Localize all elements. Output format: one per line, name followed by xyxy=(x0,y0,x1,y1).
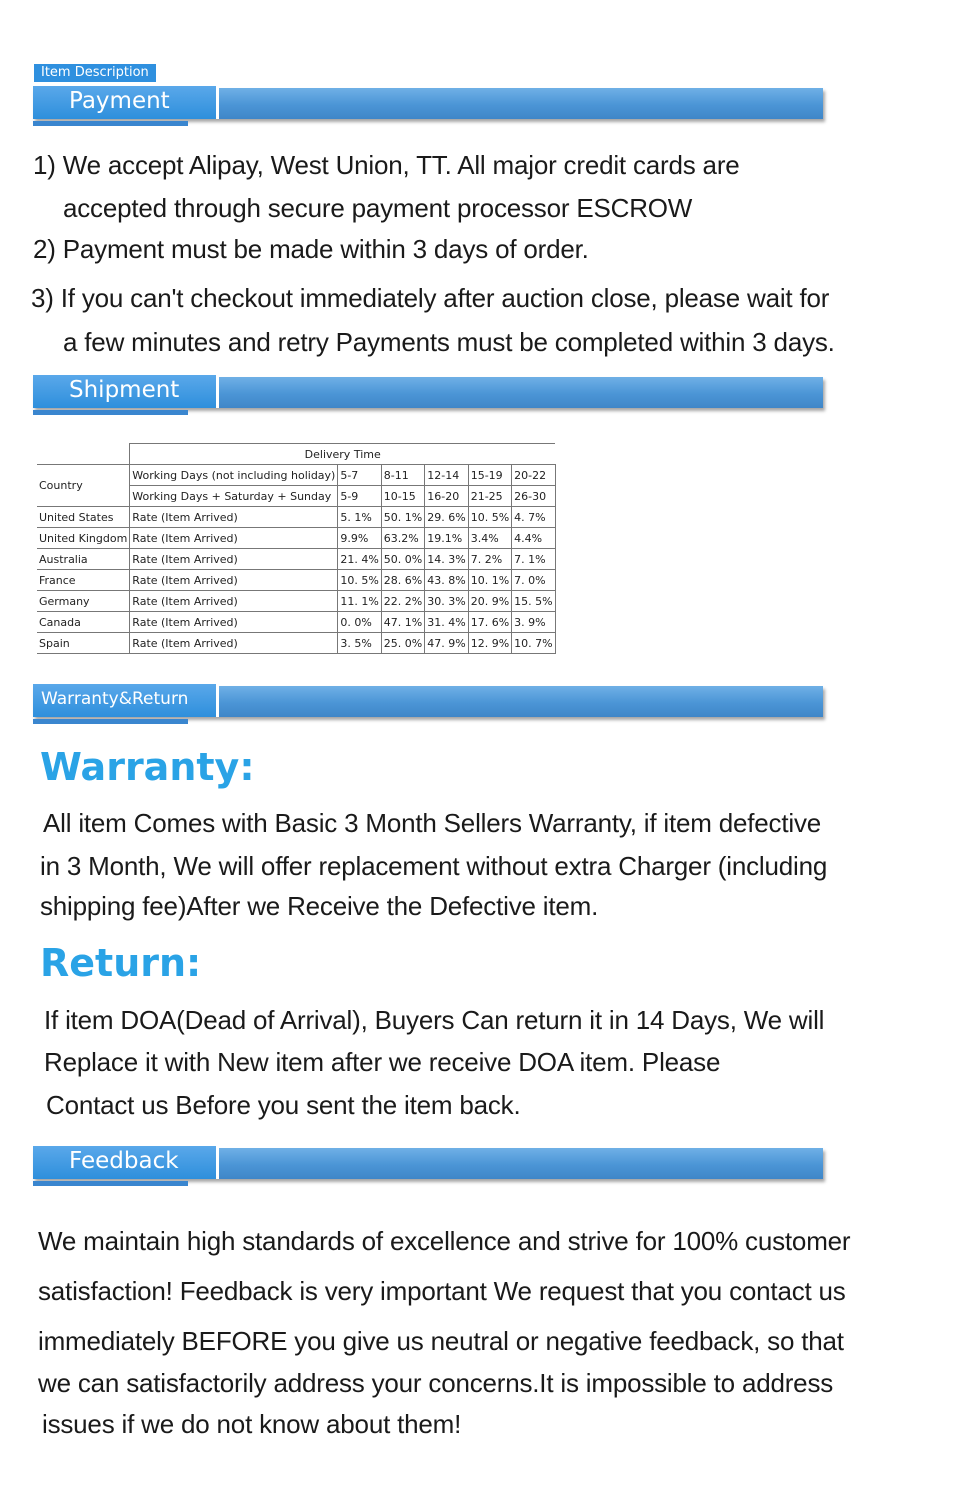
table-cell: 22. 2% xyxy=(381,591,424,612)
feedback-section-header xyxy=(33,1146,825,1186)
table-cell: 10-15 xyxy=(381,486,424,507)
country-cell: Germany xyxy=(37,591,130,612)
header-underline xyxy=(33,410,188,415)
working-days-label: Working Days (not including holiday) xyxy=(130,465,338,486)
delivery-time-header: Delivery Time xyxy=(130,444,555,465)
header-underline xyxy=(33,719,188,724)
payment-section-header xyxy=(33,86,825,126)
table-cell: 12. 9% xyxy=(468,633,511,654)
payment-line-5: a few minutes and retry Payments must be completed within 3 days. xyxy=(63,327,835,357)
table-cell: 12-14 xyxy=(425,465,468,486)
header-underline xyxy=(33,1181,188,1186)
table-cell: 43. 8% xyxy=(425,570,468,591)
table-cell: 47. 1% xyxy=(381,612,424,633)
table-cell: 17. 6% xyxy=(468,612,511,633)
return-line-3: Contact us Before you sent the item back. xyxy=(46,1090,521,1120)
header-underline xyxy=(33,121,188,126)
return-line-1: If item DOA(Dead of Arrival), Buyers Can return it in 14 Days, We will xyxy=(44,1005,825,1035)
country-cell: Spain xyxy=(37,633,130,654)
table-cell: 29. 6% xyxy=(425,507,468,528)
table-row xyxy=(37,507,555,528)
feedback-line-3: immediately BEFORE you give us neutral or negative feedback, so that xyxy=(38,1326,844,1356)
country-header: Country xyxy=(37,465,130,507)
warranty-line-2: in 3 Month, We will offer replacement without extra Charger (including xyxy=(40,851,828,881)
feedback-line-2: satisfaction! Feedback is very important We request that you contact us xyxy=(38,1276,846,1306)
table-header-row xyxy=(37,444,555,465)
table-cell: 4.4% xyxy=(512,528,555,549)
table-cell: 7. 0% xyxy=(512,570,555,591)
table-row xyxy=(37,549,555,570)
table-cell: 50. 0% xyxy=(381,549,424,570)
payment-line-4: 3) If you can't checkout immediately after auction close, please wait for xyxy=(31,283,830,313)
table-cell: 10. 1% xyxy=(468,570,511,591)
table-row xyxy=(37,570,555,591)
country-cell: United Kingdom xyxy=(37,528,130,549)
country-cell: Australia xyxy=(37,549,130,570)
table-row xyxy=(37,633,555,654)
payment-header-label: Payment xyxy=(33,86,219,119)
table-cell: 15-19 xyxy=(468,465,511,486)
table-cell: 7. 1% xyxy=(512,549,555,570)
payment-line-1: 1) We accept Alipay, West Union, TT. All major credit cards are xyxy=(33,150,740,180)
table-cell: 63.2% xyxy=(381,528,424,549)
table-cell: 8-11 xyxy=(381,465,424,486)
table-row xyxy=(37,528,555,549)
rate-label: Rate (Item Arrived) xyxy=(130,612,338,633)
rate-label: Rate (Item Arrived) xyxy=(130,528,338,549)
table-cell: 5-7 xyxy=(338,465,381,486)
table-cell: 47. 9% xyxy=(425,633,468,654)
warranty-title: Warranty: xyxy=(40,745,255,789)
rate-label: Rate (Item Arrived) xyxy=(130,591,338,612)
rate-label: Rate (Item Arrived) xyxy=(130,570,338,591)
table-cell: 21-25 xyxy=(468,486,511,507)
table-cell: 20-22 xyxy=(512,465,555,486)
table-cell: 10. 5% xyxy=(338,570,381,591)
table-cell: 25. 0% xyxy=(381,633,424,654)
warranty-line-3: shipping fee)After we Receive the Defective item. xyxy=(40,891,599,921)
feedback-line-5: issues if we do not know about them! xyxy=(42,1409,462,1439)
return-line-2: Replace it with New item after we receive DOA item. Please xyxy=(44,1047,721,1077)
payment-line-3: 2) Payment must be made within 3 days of order. xyxy=(33,234,589,264)
country-cell: United States xyxy=(37,507,130,528)
return-title: Return: xyxy=(40,941,202,985)
country-cell: France xyxy=(37,570,130,591)
table-cell: 3. 5% xyxy=(338,633,381,654)
warranty-line-1: All item Comes with Basic 3 Month Sellers Warranty, if item defective xyxy=(43,808,822,838)
table-cell: 15. 5% xyxy=(512,591,555,612)
warranty-header-label: Warranty&Return xyxy=(33,684,219,717)
item-description-badge: Item Description xyxy=(33,63,157,83)
table-cell: 9.9% xyxy=(338,528,381,549)
rate-label: Rate (Item Arrived) xyxy=(130,549,338,570)
table-row xyxy=(37,591,555,612)
table-cell: 30. 3% xyxy=(425,591,468,612)
table-cell: 4. 7% xyxy=(512,507,555,528)
rate-label: Rate (Item Arrived) xyxy=(130,633,338,654)
shipment-section-header xyxy=(33,375,825,415)
table-cell: 0. 0% xyxy=(338,612,381,633)
table-cell: 7. 2% xyxy=(468,549,511,570)
feedback-line-4: we can satisfactorily address your concerns.It is impossible to address xyxy=(38,1368,834,1398)
table-cell: 50. 1% xyxy=(381,507,424,528)
table-cell: 5-9 xyxy=(338,486,381,507)
table-cell: 20. 9% xyxy=(468,591,511,612)
table-cell: 3.4% xyxy=(468,528,511,549)
table-cell: 31. 4% xyxy=(425,612,468,633)
table-cell: 21. 4% xyxy=(338,549,381,570)
table-cell: 19.1% xyxy=(425,528,468,549)
warranty-section-header xyxy=(33,684,825,724)
payment-line-2: accepted through secure payment processor ESCROW xyxy=(63,193,693,223)
table-cell: 28. 6% xyxy=(381,570,424,591)
table-row xyxy=(37,612,555,633)
table-cell: 16-20 xyxy=(425,486,468,507)
table-cell: 10. 7% xyxy=(512,633,555,654)
feedback-header-label: Feedback xyxy=(33,1146,219,1179)
country-cell: Canada xyxy=(37,612,130,633)
table-cell: 5. 1% xyxy=(338,507,381,528)
shipment-header-label: Shipment xyxy=(33,375,219,408)
delivery-time-table xyxy=(37,443,556,654)
table-cell: 11. 1% xyxy=(338,591,381,612)
table-cell: 10. 5% xyxy=(468,507,511,528)
feedback-line-1: We maintain high standards of excellence and strive for 100% customer xyxy=(38,1226,851,1256)
rate-label: Rate (Item Arrived) xyxy=(130,507,338,528)
table-cell: 3. 9% xyxy=(512,612,555,633)
weekend-days-label: Working Days + Saturday + Sunday xyxy=(130,486,338,507)
table-cell: 14. 3% xyxy=(425,549,468,570)
table-cell: 26-30 xyxy=(512,486,555,507)
table-row-working xyxy=(37,465,555,486)
